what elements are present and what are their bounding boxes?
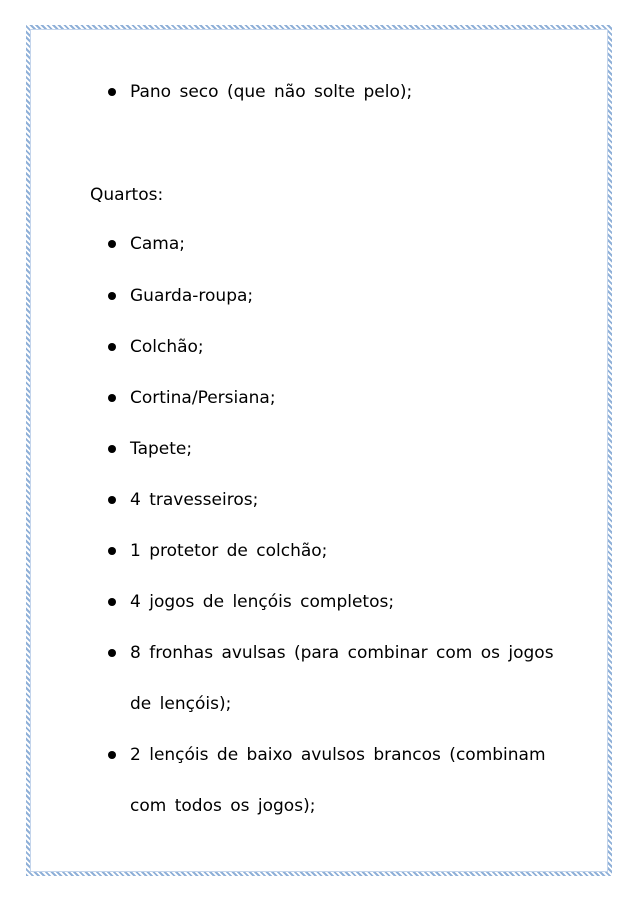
bullet-icon: [108, 240, 116, 248]
list-item: Pano seco (que não solte pelo);: [130, 82, 413, 102]
bullet-icon: [108, 751, 116, 759]
list-item-continuation: de lençóis);: [130, 694, 232, 714]
bullet-icon: [108, 649, 116, 657]
list-item-continuation: com todos os jogos);: [130, 796, 316, 816]
bullet-icon: [108, 445, 116, 453]
bullet-icon: [108, 292, 116, 300]
bullet-icon: [108, 598, 116, 606]
bullet-icon: [108, 496, 116, 504]
bullet-icon: [108, 88, 116, 96]
list-item: Colchão;: [130, 337, 204, 357]
list-item: Guarda-roupa;: [130, 286, 254, 306]
list-item: 1 protetor de colchão;: [130, 541, 328, 561]
section-heading: Quartos:: [90, 185, 164, 205]
bullet-icon: [108, 394, 116, 402]
list-item: 4 travesseiros;: [130, 490, 259, 510]
list-item: Tapete;: [130, 439, 193, 459]
list-item-line: 2 lençóis de baixo avulsos brancos (combinam: [130, 745, 546, 765]
bullet-icon: [108, 343, 116, 351]
list-item: Cama;: [130, 234, 185, 254]
bullet-icon: [108, 547, 116, 555]
list-item-line: 8 fronhas avulsas (para combinar com os jogos: [130, 643, 554, 663]
list-item: Cortina/Persiana;: [130, 388, 276, 408]
list-item: 4 jogos de lençóis completos;: [130, 592, 395, 612]
